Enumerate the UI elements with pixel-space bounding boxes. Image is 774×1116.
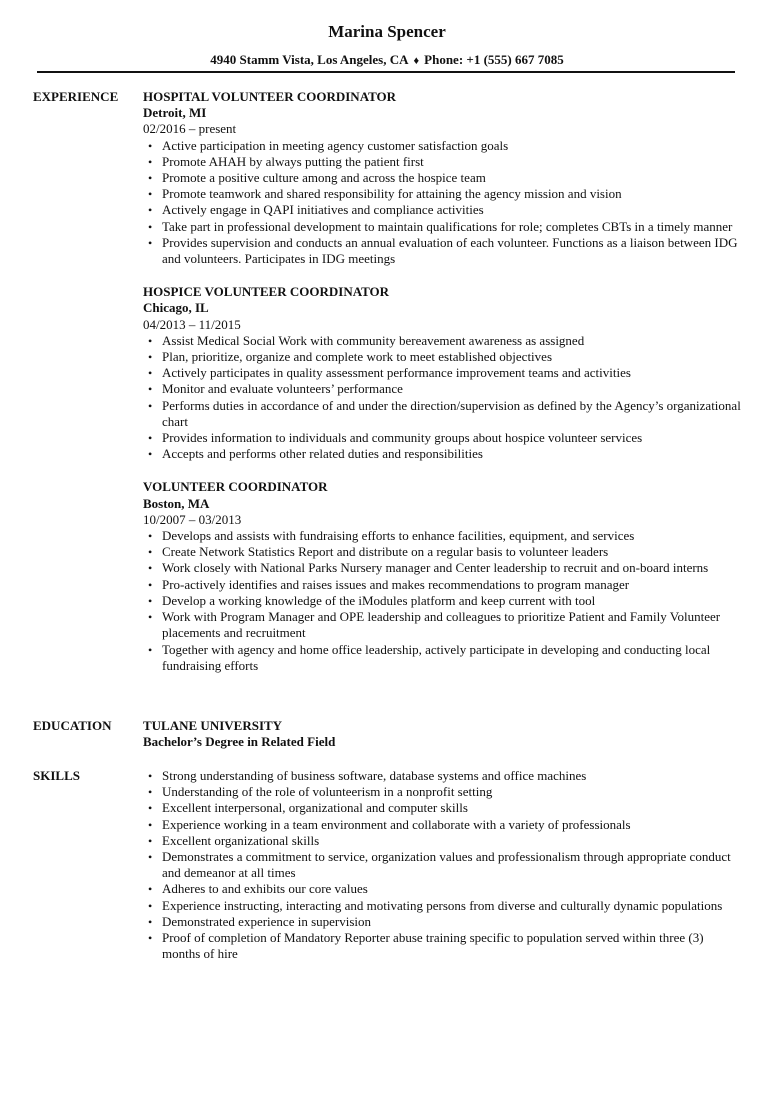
bullet-item: • Develop a working knowledge of the iModules platform and keep current with tool xyxy=(143,593,743,609)
job-entry xyxy=(143,479,743,673)
bullet-item: • Create Network Statistics Report and distribute on a regular basis to volunteer leaders xyxy=(143,544,743,560)
bullet-item: • Together with agency and home office leadership, actively participate in developing and conducting local fundraising efforts xyxy=(143,642,743,674)
bullet-item: • Performs duties in accordance of and under the direction/supervision as defined by the Agency’s organizational chart xyxy=(143,398,743,430)
bullet-item: • Plan, prioritize, organize and complete work to meet established objectives xyxy=(143,349,743,365)
bullet-item: • Actively participates in quality assessment performance improvement teams and activities xyxy=(143,365,743,381)
skill-item: • Adheres to and exhibits our core values xyxy=(143,881,743,897)
bullet-item: • Provides information to individuals and community groups about hospice volunteer services xyxy=(143,430,743,446)
skill-item: • Strong understanding of business software, database systems and office machines xyxy=(143,768,743,784)
bullet-item: • Provides supervision and conducts an annual evaluation of each volunteer. Functions as a liaison between IDG and volunteers. Participates in IDG meetings xyxy=(143,235,743,267)
bullet-item: • Monitor and evaluate volunteers’ performance xyxy=(143,381,743,397)
skill-item: • Demonstrates a commitment to service, organization values and professionalism through appropriate conduct and demeanor at all times xyxy=(143,849,743,881)
skill-item: • Demonstrated experience in supervision xyxy=(143,914,743,930)
bullet-item: • Active participation in meeting agency customer satisfaction goals xyxy=(143,138,743,154)
education-body xyxy=(143,718,743,750)
job-location: Chicago, IL xyxy=(143,300,209,316)
job-location: Boston, MA xyxy=(143,495,210,511)
phone: Phone: +1 (555) 667 7085 xyxy=(424,52,564,67)
contact-line xyxy=(0,52,774,69)
bullet-item: • Take part in professional development to maintain qualifications for role; completes CBTs in a timely manner xyxy=(143,219,743,235)
bullet-item: • Assist Medical Social Work with community bereavement awareness as assigned xyxy=(143,333,743,349)
job-dates: 10/2007 – 03/2013 xyxy=(143,511,242,527)
experience-body xyxy=(143,89,743,691)
job-dates: 02/2016 – present xyxy=(143,121,237,137)
skill-item: • Proof of completion of Mandatory Reporter abuse training specific to population served within three (3) months of hire xyxy=(143,930,743,962)
job-bullets xyxy=(143,138,743,268)
skill-item: • Experience working in a team environment and collaborate with a variety of professionals xyxy=(143,817,743,833)
bullet-item: • Promote teamwork and shared responsibility for attaining the agency mission and vision xyxy=(143,186,743,202)
job-entry xyxy=(143,89,743,267)
section-label-experience: EXPERIENCE xyxy=(33,89,119,104)
bullet-item: • Promote AHAH by always putting the patient first xyxy=(143,154,743,170)
skill-item: • Experience instructing, interacting and motivating persons from diverse and culturally dynamic populations xyxy=(143,898,743,914)
degree: Bachelor’s Degree in Related Field xyxy=(143,734,336,750)
job-dates: 04/2013 – 11/2015 xyxy=(143,316,241,332)
bullet-item: • Develops and assists with fundraising efforts to enhance facilities, equipment, and services xyxy=(143,528,743,544)
skills-body xyxy=(143,768,743,962)
section-label-skills: SKILLS xyxy=(33,768,80,783)
skill-item: • Excellent interpersonal, organizational and computer skills xyxy=(143,800,743,816)
skill-item: • Excellent organizational skills xyxy=(143,833,743,849)
header-divider xyxy=(37,71,735,73)
skill-item: • Understanding of the role of volunteerism in a nonprofit setting xyxy=(143,784,743,800)
job-bullets xyxy=(143,528,743,674)
job-entry xyxy=(143,284,743,462)
bullet-item: • Work with Program Manager and OPE leadership and colleagues to prioritize Patient and Family Volunteer placements and recruitment xyxy=(143,609,743,641)
section-label-education: EDUCATION xyxy=(33,718,112,733)
school-name: TULANE UNIVERSITY xyxy=(143,718,283,733)
job-location: Detroit, MI xyxy=(143,105,207,121)
bullet-item: • Pro-actively identifies and raises issues and makes recommendations to program manager xyxy=(143,577,743,593)
job-title: HOSPITAL VOLUNTEER COORDINATOR xyxy=(143,89,397,104)
address: 4940 Stamm Vista, Los Angeles, CA xyxy=(210,52,409,67)
job-bullets xyxy=(143,333,743,463)
bullet-item: • Actively engage in QAPI initiatives and compliance activities xyxy=(143,202,743,218)
candidate-name: Marina Spencer xyxy=(328,22,446,41)
job-title: VOLUNTEER COORDINATOR xyxy=(143,479,328,495)
bullet-item: • Promote a positive culture among and across the hospice team xyxy=(143,170,743,186)
job-title: HOSPICE VOLUNTEER COORDINATOR xyxy=(143,284,390,300)
bullet-item: • Work closely with National Parks Nursery manager and Center leadership to recruit and on-board interns xyxy=(143,560,743,576)
bullet-item: • Accepts and performs other related duties and responsibilities xyxy=(143,446,743,462)
diamond-separator-icon: ♦ xyxy=(413,55,420,67)
skills-list xyxy=(143,768,743,962)
